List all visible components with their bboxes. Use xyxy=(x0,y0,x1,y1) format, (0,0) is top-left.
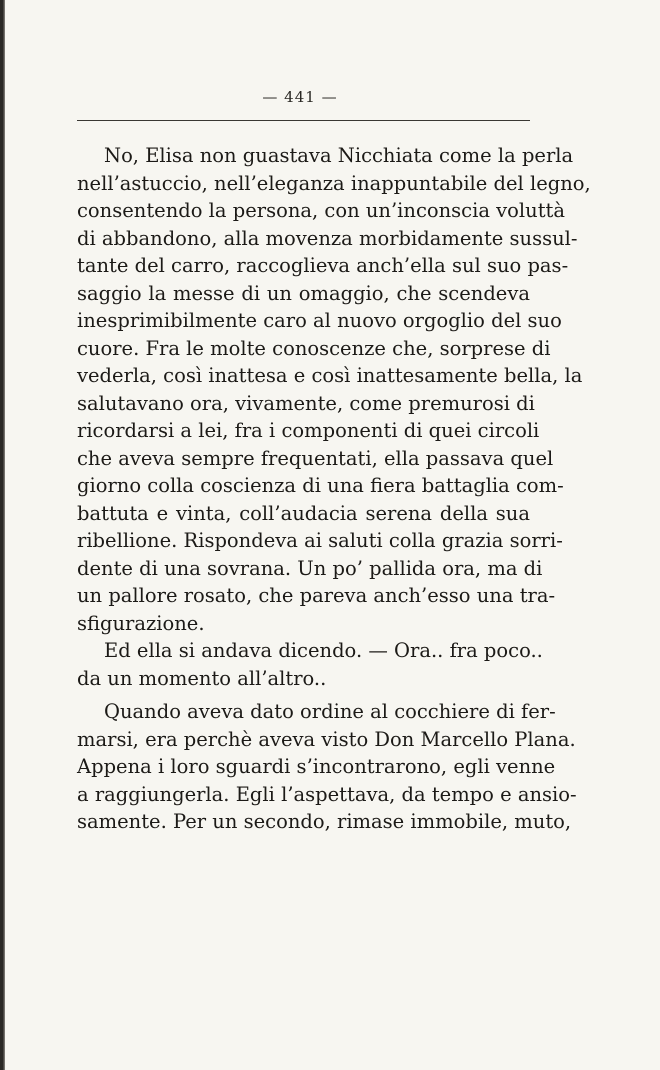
text-line: No, Elisa non guastava Nicchiata come la perla xyxy=(104,144,574,167)
text-line: vederla, così inattesa e così inattesamente bella, la xyxy=(77,364,583,387)
text-line: tante del carro, raccoglieva anch’ella sul suo pas- xyxy=(77,254,569,277)
text-line: samente. Per un secondo, rimase immobile, muto, xyxy=(77,810,572,833)
page-body xyxy=(77,142,591,836)
text-line: ribellione. Rispondeva ai saluti colla grazia sorri- xyxy=(77,529,563,552)
text-line: che aveva sempre frequentati, ella passava quel xyxy=(77,446,554,470)
text-line: a raggiungerla. Egli l’aspettava, da tempo e ansio- xyxy=(77,782,577,806)
book-spine-shadow xyxy=(0,0,5,1070)
text-line: sfigurazione. xyxy=(77,611,205,635)
page-number: — 441 — xyxy=(262,88,338,106)
text-line: cuore. Fra le molte conoscenze che, sorprese di xyxy=(77,336,551,360)
text-line: ricordarsi a lei, fra i componenti di quei circoli xyxy=(77,419,540,442)
paragraph xyxy=(77,637,543,692)
text-line: Quando aveva dato ordine al cocchiere di fer- xyxy=(104,700,556,723)
text-line: inesprimibilmente caro al nuovo orgoglio del suo xyxy=(77,309,562,332)
paragraph xyxy=(77,142,591,637)
text-line: Ed ella si andava dicendo. — Ora.. fra poco.. xyxy=(104,639,543,662)
text-line: dente di una sovrana. Un po’ pallida ora, ma di xyxy=(77,556,543,580)
text-line: consentendo la persona, con un’inconscia voluttà xyxy=(77,199,566,222)
text-line: da un momento all’altro.. xyxy=(77,666,327,690)
text-line: marsi, era perchè aveva visto Don Marcello Plana. xyxy=(77,727,576,751)
paragraph xyxy=(77,698,577,836)
text-line: di abbandono, alla movenza morbidamente sussul- xyxy=(77,226,578,250)
text-line: salutavano ora, vivamente, come premurosi di xyxy=(77,391,535,415)
header-rule xyxy=(77,120,530,121)
text-line: nell’astuccio, nell’eleganza inappuntabile del legno, xyxy=(77,171,591,195)
text-line: un pallore rosato, che pareva anch’esso una tra- xyxy=(77,584,556,607)
text-line: Appena i loro sguardi s’incontrarono, egli venne xyxy=(77,755,556,778)
text-line: giorno colla coscienza di una fiera battaglia com- xyxy=(77,474,564,497)
text-line: saggio la messe di un omaggio, che scendeva xyxy=(77,281,530,305)
text-line: battuta e vinta, coll’audacia serena della sua xyxy=(77,501,530,525)
